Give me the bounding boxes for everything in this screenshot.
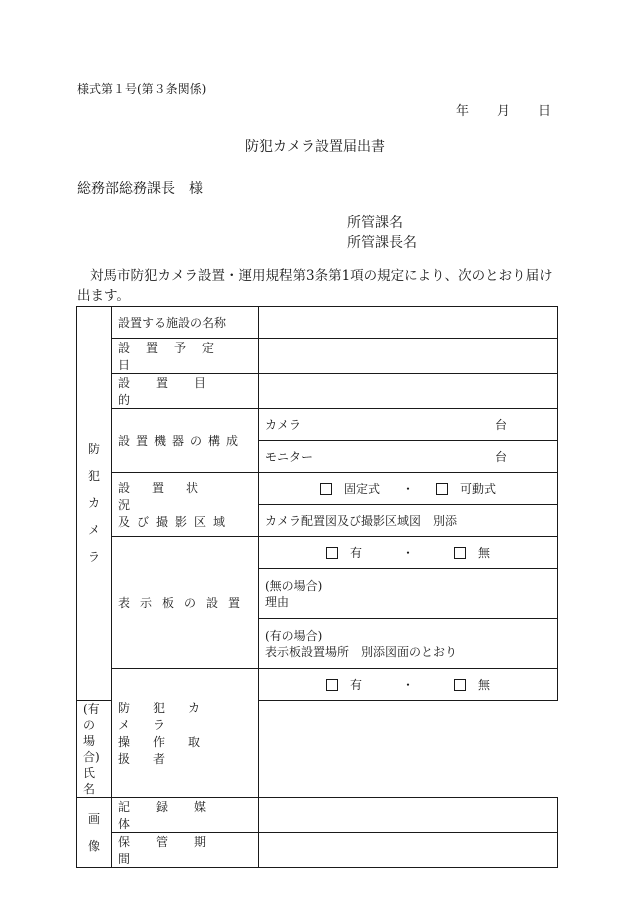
camera-count-field[interactable] [259, 409, 558, 441]
form-number: 様式第１号(第３条関係) [77, 82, 207, 96]
media-field[interactable] [259, 798, 558, 833]
operator-yes-checkbox[interactable] [326, 679, 338, 691]
row-purpose-label [112, 374, 259, 409]
status-text-2: 及び撮影区域 [118, 515, 233, 529]
group-camera [77, 307, 112, 701]
mount-type-options [259, 473, 558, 505]
sign-location-label: 表示板設置場所 別添図面のとおり [265, 644, 458, 659]
date-month-label: 月 [497, 104, 511, 119]
notification-table [76, 306, 558, 868]
intro-paragraph: 対馬市防犯カメラ設置・運用規程第3条第1項の規定により、次のとおり届け出ます。 [77, 268, 553, 304]
row-operator-label [112, 669, 259, 798]
fixed-label: 固定式 [343, 482, 380, 496]
camera-label: カメラ [265, 418, 302, 432]
operator-text-2: 操作取扱者 [118, 735, 224, 766]
operator-text-1: 防犯カメラ [118, 701, 224, 732]
row-media-label [112, 798, 259, 833]
facility-name-text: 設置する施設の名称 [118, 316, 227, 330]
operator-yes-label: 有 [349, 678, 362, 692]
operator-no-checkbox[interactable] [454, 679, 466, 691]
signboard-no-label: 無 [478, 546, 491, 560]
date-year-label: 年 [456, 104, 470, 119]
sender-dept: 所管課名 [347, 215, 403, 231]
operator-options [259, 669, 558, 701]
area-note: カメラ配置図及び撮影区域図 別添 [265, 514, 458, 528]
signboard-yes-checkbox[interactable] [326, 547, 338, 559]
monitor-label: モニター [265, 450, 314, 464]
monitor-unit: 台 [494, 450, 507, 464]
signboard-no-checkbox[interactable] [454, 547, 466, 559]
movable-label: 可動式 [460, 482, 497, 496]
signboard-location-field[interactable] [259, 619, 558, 669]
facility-name-field[interactable] [259, 307, 558, 339]
area-note-cell [259, 505, 558, 537]
row-status-label [112, 473, 259, 537]
name-label: 氏名 [83, 766, 96, 796]
fixed-checkbox[interactable] [320, 483, 332, 495]
row-scheduled-date-label [112, 339, 259, 374]
camera-unit: 台 [494, 418, 507, 432]
monitor-count-field[interactable] [259, 441, 558, 473]
signboard-yes-label: 有 [349, 546, 362, 560]
group-image [77, 798, 112, 868]
status-text-1: 設置状況 [118, 481, 221, 512]
date-day-label: 日 [538, 104, 552, 119]
signboard-options [259, 537, 558, 569]
operator-name-field[interactable] [77, 701, 112, 798]
reason-label: 理由 [265, 594, 290, 609]
signboard-text: 表示板の設置 [118, 596, 251, 610]
retention-text: 保管期間 [118, 835, 233, 866]
scheduled-date-text: 設置予定日 [118, 341, 231, 372]
separator-dot: ・ [401, 678, 414, 692]
if-yes-label: (有の場合) [265, 628, 323, 643]
movable-checkbox[interactable] [436, 483, 448, 495]
group-camera-label: 防犯カメラ [87, 442, 100, 564]
row-equipment-label [112, 409, 259, 473]
equipment-text: 設置機器の構成 [118, 434, 245, 448]
media-text: 記録媒体 [118, 800, 233, 831]
addressee: 総務部総務課長 様 [77, 181, 203, 197]
purpose-text: 設置目的 [118, 376, 233, 407]
scheduled-date-field[interactable] [259, 339, 558, 374]
row-facility-name-label [112, 307, 259, 339]
operator-no-label: 無 [478, 678, 491, 692]
signboard-reason-field[interactable] [259, 569, 558, 619]
purpose-field[interactable] [259, 374, 558, 409]
document-title: 防犯カメラ設置届出書 [245, 139, 385, 155]
if-none-label: (無の場合) [265, 578, 323, 593]
row-retention-label [112, 833, 259, 868]
row-signboard-label [112, 537, 259, 669]
separator-dot: ・ [401, 482, 414, 496]
separator-dot: ・ [401, 546, 414, 560]
retention-field[interactable] [259, 833, 558, 868]
sender-chief: 所管課長名 [347, 235, 417, 251]
operator-if-yes-label: (有の場合) [83, 702, 100, 764]
group-image-label: 画像 [87, 811, 100, 853]
